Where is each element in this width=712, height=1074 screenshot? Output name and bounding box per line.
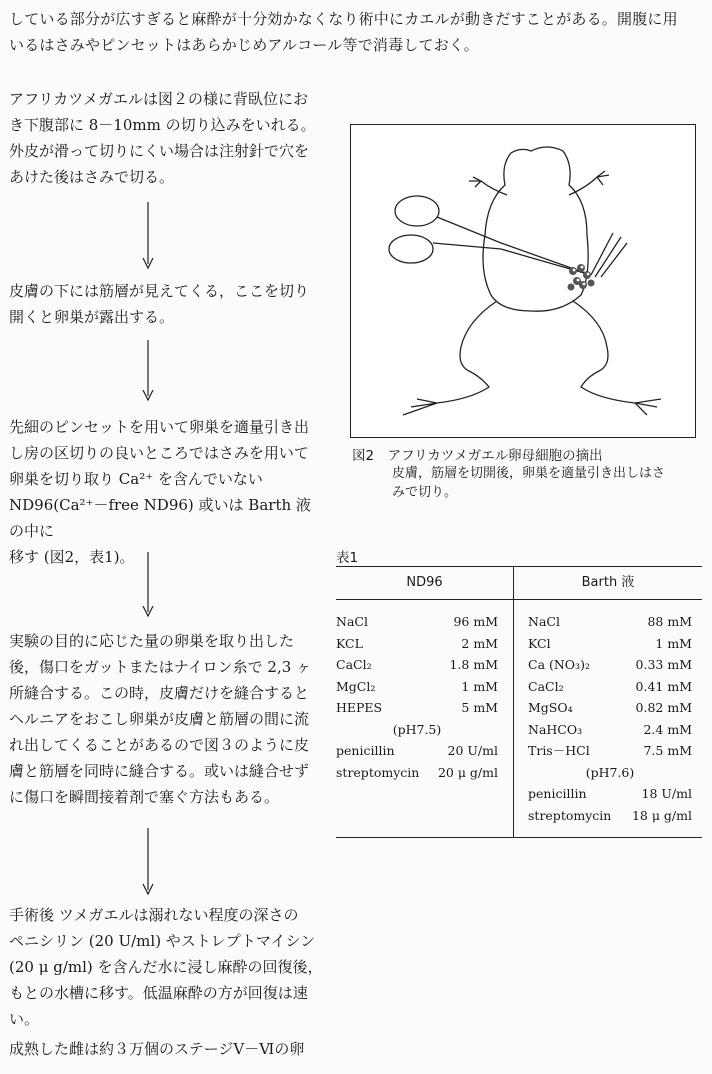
step-line: 所縫合する。この時，皮膚だけを縫合すると [9,684,310,702]
step-line: い。 [9,1010,40,1028]
step-line: に傷口を瞬間接着剤で塞ぐ方法もある。 [9,788,280,806]
step-line: ペニシリン (20 U/ml) やストレプトマイシン [9,932,316,950]
table-row: MgCl₂ 1 mM [336,678,498,694]
step-line: 手術後 ツメガエルは溺れない程度の深さの [9,906,299,924]
step-line: 膚と筋層を同時に縫合する。或いは縫合せず [9,762,310,780]
intro-paragraph [9,6,709,58]
step-1 [9,86,325,190]
figure-caption [392,464,702,502]
table-row: Ca (NO₃)₂ 0.33 mM [528,657,692,672]
table-row: streptomycin 18 μ g/ml [528,807,692,823]
table-row: CaCl₂ 0.41 mM [528,678,692,694]
intro-line: している部分が広すぎると麻酔が十分効かなくなり術中にカエルが動きだすことがある。開腹に用 [9,10,678,28]
table-row: streptomycin 20 μ g/ml [336,764,498,780]
table-row: HEPES 5 mM [336,700,498,715]
step-line: ND96(Ca²⁺－free ND96) 或いは Barth 液の中に [9,496,311,540]
figure-frog-illustration [350,124,696,438]
nd96-column [336,611,498,783]
column-divider [513,567,514,837]
step-line: 実験の目的に応じた量の卵巣を取り出した [9,632,295,650]
down-arrow-icon [136,202,160,270]
step-line: 卵巣を切り取り Ca²⁺ を含んでいない [9,470,263,488]
step-line: 成熟した雌は約３万個のステージⅤ－Ⅵの卵 [9,1040,305,1058]
step-line: れ出してくることがあるので図３のように皮 [9,736,310,754]
intro-line: いるはさみやピンセットはあらかじめアルコール等で消毒しておく。 [9,36,480,54]
step-line: 後，傷口をガットまたはナイロン糸で 2,3 ヶ [9,658,312,676]
step-line: き下腹部に 8－10mm の切り込みをいれる。 [9,116,316,134]
table-row: CaCl₂ 1.8 mM [336,657,498,672]
table-label: 表1 [336,550,359,566]
step-line: し房の区切りの良いところではさみを用いて [9,444,309,462]
step-4 [9,628,325,810]
table-row: penicillin 18 U/ml [528,786,692,801]
step-5 [9,902,325,1062]
caption-line: 皮膚，筋層を切開後，卵巣を適量引き出しはさ [392,466,666,481]
step-line: 外皮が滑って切りにくい場合は注射針で穴を [9,142,310,160]
header-divider [336,599,702,600]
step-line: もとの水槽に移す。低温麻酔の方が回復は速 [9,984,308,1002]
table-row-ph: (pH7.5) [392,721,442,737]
step-3 [9,414,325,570]
step-line: 先細のピンセットを用いて卵巣を適量引き出 [9,418,310,436]
step-line: 皮膚の下には筋層が見えてくる，ここを切り [9,282,310,300]
table-row: KCL 2 mM [336,635,498,651]
step-line: あけた後はさみで切る。 [9,168,175,186]
table-row: NaCl 96 mM [336,614,498,629]
barth-column [528,611,692,826]
table-row: KCl 1 mM [528,635,692,651]
table-row-ph: (pH7.6) [585,764,635,780]
down-arrow-icon [136,340,160,402]
down-arrow-icon [136,552,160,618]
frog-illustration [351,125,695,437]
step-line: 開くと卵巣が露出する。 [9,308,175,326]
step-line: アフリカツメガエルは図２の様に背臥位にお [9,90,308,108]
step-2 [9,278,325,330]
table-row: Tris－HCl 7.5 mM [528,743,692,758]
caption-line: みで切り。 [392,485,458,500]
step-line: 移す (図2，表1)。 [9,548,135,566]
figure-title: 図2 アフリカツメガエル卵母細胞の摘出 [352,448,603,464]
table-row: NaHCO₃ 2.4 mM [528,721,692,737]
step-line: ヘルニアをおこし卵巣が皮膚と筋層の間に流 [9,710,310,728]
step-line: (20 μ g/ml) を含んだ水に浸し麻酔の回復後， [9,958,323,976]
nd96-header: ND96 [406,575,443,590]
down-arrow-icon [136,828,160,896]
solution-table [336,566,702,838]
table-row: MgSO₄ 0.82 mM [528,700,692,715]
table-row: NaCl 88 mM [528,614,692,629]
table-row: penicillin 20 U/ml [336,743,498,758]
barth-header: Barth 液 [581,575,635,590]
